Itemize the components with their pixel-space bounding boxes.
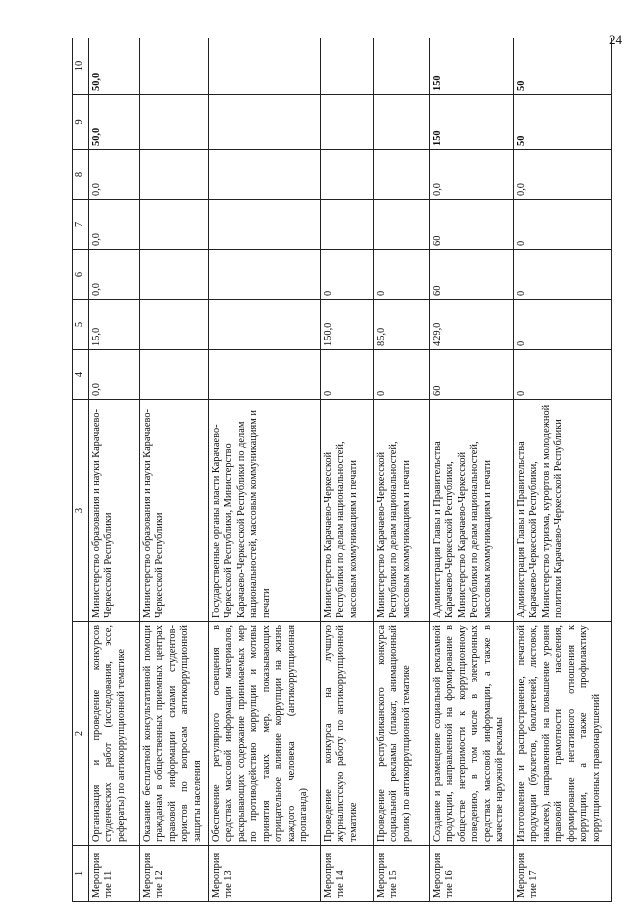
header-cell: 9 bbox=[73, 95, 89, 150]
responsible-executor: Администрация Главы и Правительства Карачаево-Черкесской Республики, Министерство Карачаево-Черкесской Республики по делам национальностей, массовым коммуникациям и печати bbox=[429, 400, 513, 622]
value-cell: 0 bbox=[513, 350, 611, 400]
value-cell: 0 bbox=[513, 300, 611, 350]
responsible-executor: Государственные органы власти Карачаево-Черкесской Республики, Министерство Карачаево-Черкесской Республики по делам национальностей, массовым коммуникациям и печати bbox=[208, 400, 320, 622]
value-cell bbox=[320, 95, 373, 150]
header-cell: 5 bbox=[73, 300, 89, 350]
value-cell bbox=[139, 38, 208, 95]
value-cell: 0,0 bbox=[88, 150, 139, 200]
header-cell: 1 bbox=[73, 846, 89, 902]
value-cell bbox=[373, 95, 429, 150]
value-cell bbox=[208, 150, 320, 200]
table-row bbox=[208, 38, 320, 902]
value-cell bbox=[373, 200, 429, 250]
value-cell bbox=[208, 95, 320, 150]
value-cell: 0 bbox=[320, 250, 373, 300]
value-cell: 150 bbox=[429, 38, 513, 95]
value-cell bbox=[139, 250, 208, 300]
header-cell: 2 bbox=[73, 622, 89, 846]
value-cell bbox=[139, 200, 208, 250]
value-cell: 50 bbox=[513, 38, 611, 95]
measure-description: Проведение конкурса на лучшую журналистскую работу по антикоррупционной тематике bbox=[320, 622, 373, 846]
value-cell: 0,0 bbox=[88, 250, 139, 300]
responsible-executor: Министерство образования и науки Карачаево-Черкесской Республики bbox=[139, 400, 208, 622]
value-cell: 429,0 bbox=[429, 300, 513, 350]
measure-description: Изготовление и распространение, печатной продукции (буклетов, бюллетеней, листовок, наклеек), направленной на повышение уровня правовой грамотности населения, формирование негативного отношения к коррупции, а также профилактику коррупционных правонарушений bbox=[513, 622, 611, 846]
header-cell: 8 bbox=[73, 150, 89, 200]
header-cell: 6 bbox=[73, 250, 89, 300]
value-cell: 60 bbox=[429, 350, 513, 400]
value-cell: 60 bbox=[429, 200, 513, 250]
value-cell: 150 bbox=[429, 95, 513, 150]
table-rotator bbox=[72, 38, 627, 902]
value-cell bbox=[139, 300, 208, 350]
value-cell: 50 bbox=[513, 95, 611, 150]
responsible-executor: Министерство Карачаево-Черкесской Республики по делам национальностей, массовым коммуникациям и печати bbox=[373, 400, 429, 622]
value-cell: 50,0 bbox=[88, 95, 139, 150]
measure-description: Организация и проведение конкурсов студенческих работ (исследования, эссе, рефераты) по антикоррупционной тематике bbox=[88, 622, 139, 846]
measure-description: Оказание бесплатной консультативной помощи гражданам в общественных приемных центрах правовой информации силами студентов-юристов по вопросам антикоррупционной защиты населения bbox=[139, 622, 208, 846]
header-cell: 10 bbox=[73, 38, 89, 95]
responsible-executor: Министерство образования и науки Карачаево-Черкесской Республики bbox=[88, 400, 139, 622]
value-cell: 60 bbox=[429, 250, 513, 300]
value-cell: 150,0 bbox=[320, 300, 373, 350]
measure-description: Обеспечение регулярного освещения в средствах массовой информации материалов, раскрывающих содержание принимаемых мер по противодействию коррупции и мотивы принятия таких мер, показывающих отрицательное влияние коррупции на жизнь каждого человека (антикоррупционная пропаганда) bbox=[208, 622, 320, 846]
value-cell bbox=[320, 150, 373, 200]
value-cell bbox=[208, 250, 320, 300]
value-cell: 0 bbox=[320, 350, 373, 400]
value-cell: 0,0 bbox=[513, 150, 611, 200]
measure-id: Мероприятие 15 bbox=[373, 846, 429, 902]
measure-id: Мероприятие 16 bbox=[429, 846, 513, 902]
value-cell bbox=[139, 150, 208, 200]
value-cell bbox=[139, 350, 208, 400]
header-row bbox=[73, 38, 89, 902]
value-cell bbox=[373, 150, 429, 200]
table-row bbox=[513, 38, 611, 902]
table-row bbox=[373, 38, 429, 902]
value-cell: 0 bbox=[513, 250, 611, 300]
responsible-executor: Министерство Карачаево-Черкесской Республики по делам национальностей, массовым коммуникациям и печати bbox=[320, 400, 373, 622]
value-cell bbox=[320, 38, 373, 95]
table-row bbox=[429, 38, 513, 902]
value-cell bbox=[320, 200, 373, 250]
value-cell bbox=[373, 38, 429, 95]
value-cell: 0 bbox=[373, 250, 429, 300]
table-row bbox=[139, 38, 208, 902]
rotated-table-area bbox=[72, 38, 627, 902]
value-cell: 50,0 bbox=[88, 38, 139, 95]
value-cell: 0,0 bbox=[429, 150, 513, 200]
measures-table bbox=[72, 38, 612, 902]
measure-id: Мероприятие 13 bbox=[208, 846, 320, 902]
value-cell bbox=[208, 200, 320, 250]
value-cell bbox=[208, 300, 320, 350]
measure-id: Мероприятие 12 bbox=[139, 846, 208, 902]
measure-description: Проведение республиканского конкурса социальной рекламы (плакат, анимационный ролик) по антикоррупционной тематике bbox=[373, 622, 429, 846]
measure-id: Мероприятие 17 bbox=[513, 846, 611, 902]
measure-id: Мероприятие 14 bbox=[320, 846, 373, 902]
value-cell: 85,0 bbox=[373, 300, 429, 350]
header-cell: 4 bbox=[73, 350, 89, 400]
responsible-executor: Администрация Главы и Правительства Карачаево-Черкесской Республики, Министерство туризма, курортов и молодежной политики Карачаево-Черкесской Республики bbox=[513, 400, 611, 622]
page-number: 24 bbox=[609, 32, 622, 47]
value-cell: 0 bbox=[513, 200, 611, 250]
header-cell: 7 bbox=[73, 200, 89, 250]
value-cell: 0,0 bbox=[88, 200, 139, 250]
value-cell bbox=[208, 350, 320, 400]
measure-description: Создание и размещение социальной рекламной продукции, направленной на формирование в обществе нетерпимости к коррупционному поведению, в том числе в электронных средствах массовой информации, а также в качестве наружной рекламы bbox=[429, 622, 513, 846]
value-cell bbox=[139, 95, 208, 150]
measure-id: Мероприятие 11 bbox=[88, 846, 139, 902]
table-row bbox=[88, 38, 139, 902]
table-row bbox=[320, 38, 373, 902]
value-cell: 15,0 bbox=[88, 300, 139, 350]
value-cell: 0 bbox=[373, 350, 429, 400]
value-cell bbox=[208, 38, 320, 95]
value-cell: 0,0 bbox=[88, 350, 139, 400]
header-cell: 3 bbox=[73, 400, 89, 622]
